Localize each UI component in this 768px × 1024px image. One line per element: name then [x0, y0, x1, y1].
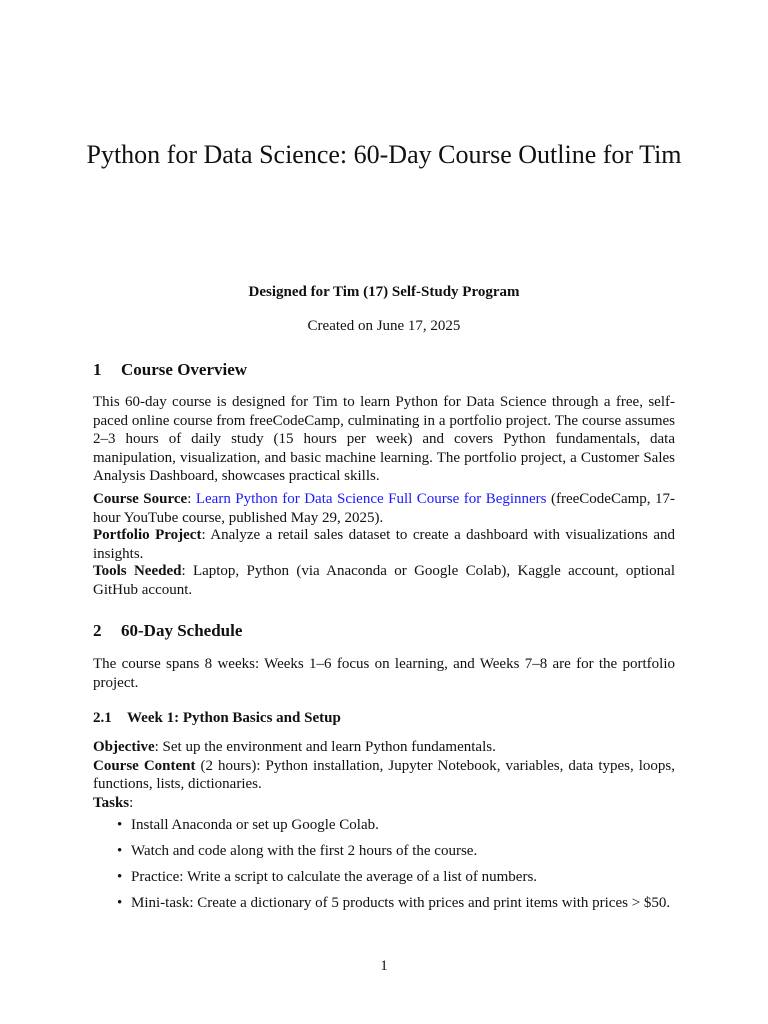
- document-title: Python for Data Science: 60-Day Course Outline for Tim: [86, 140, 682, 169]
- schedule-intro-paragraph: The course spans 8 weeks: Weeks 1–6 focus on learning, and Weeks 7–8 are for the portfolio project.: [93, 656, 675, 691]
- tools-needed-label: Tools Needed: [93, 563, 182, 579]
- course-source-label: Course Source: [93, 491, 188, 507]
- tasks-colon: :: [129, 794, 134, 811]
- overview-paragraph: This 60-day course is designed for Tim to learn Python for Data Science through a free, self-paced online course from freeCodeCamp, culminating in a portfolio project. The course assumes 2–3 hours of daily study (15 hours per week) and covers Python fundamentals, data manipulation, visualization, and basic machine learning. The portfolio project, a Customer Sales Analysis Dashboard, showcases practical skills.: [93, 394, 675, 484]
- portfolio-project-text: : Analyze a retail sales dataset to create a dashboard with visualizations and insights.: [93, 527, 675, 562]
- bullet-icon: •: [117, 817, 123, 833]
- list-item: [93, 842, 675, 861]
- task-text: Practice: Write a script to calculate the average of a list of numbers.: [131, 869, 538, 885]
- tools-needed-paragraph: [93, 562, 675, 599]
- bullet-icon: •: [117, 895, 123, 911]
- section-number: 1: [93, 360, 102, 379]
- week1-details: [93, 738, 675, 812]
- document-subtitle: Designed for Tim (17) Self-Study Program: [248, 284, 520, 300]
- tools-needed-text: : Laptop, Python (via Anaconda or Google Colab), Kaggle account, optional GitHub account.: [93, 563, 675, 598]
- task-text: Watch and code along with the first 2 hours of the course.: [131, 843, 478, 859]
- objective-label: Objective: [93, 739, 155, 755]
- subsection-number: 2.1: [93, 710, 112, 726]
- list-item: [93, 816, 675, 835]
- course-source-link[interactable]: Learn Python for Data Science Full Course for Beginners: [195, 491, 547, 507]
- section-title: Course Overview: [121, 360, 248, 379]
- bullet-icon: •: [117, 869, 123, 885]
- portfolio-project-label: Portfolio Project: [93, 527, 202, 543]
- tasks-label: Tasks: [93, 794, 130, 811]
- section-heading-course-overview: [93, 360, 247, 380]
- objective-text: : Set up the environment and learn Python fundamentals.: [154, 739, 496, 755]
- portfolio-project-paragraph: [93, 526, 675, 563]
- section-heading-60-day-schedule: [93, 621, 242, 641]
- week1-task-list: [93, 816, 675, 920]
- task-text: Mini-task: Create a dictionary of 5 products with prices and print items with prices > $50.: [131, 895, 671, 911]
- colon: :: [187, 491, 192, 507]
- course-source-paragraph: [93, 490, 675, 527]
- list-item: [93, 868, 675, 887]
- creation-date: Created on June 17, 2025: [307, 318, 461, 334]
- course-content-label: Course Content: [93, 757, 196, 774]
- section-number: 2: [93, 621, 102, 640]
- subsection-title: Week 1: Python Basics and Setup: [127, 710, 341, 726]
- list-item: [93, 894, 675, 913]
- course-content-text: (2 hours): Python installation, Jupyter Notebook, variables, data types, loops, functions, lists, dictionaries.: [93, 757, 675, 792]
- bullet-icon: •: [117, 843, 123, 859]
- course-source-details: (freeCodeCamp, 17-hour YouTube course, published May 29, 2025).: [93, 491, 676, 526]
- task-text: Install Anaconda or set up Google Colab.: [131, 817, 379, 833]
- subsection-heading-week-1: [93, 710, 341, 727]
- section-title: 60-Day Schedule: [121, 621, 243, 640]
- page-number: 1: [380, 958, 388, 974]
